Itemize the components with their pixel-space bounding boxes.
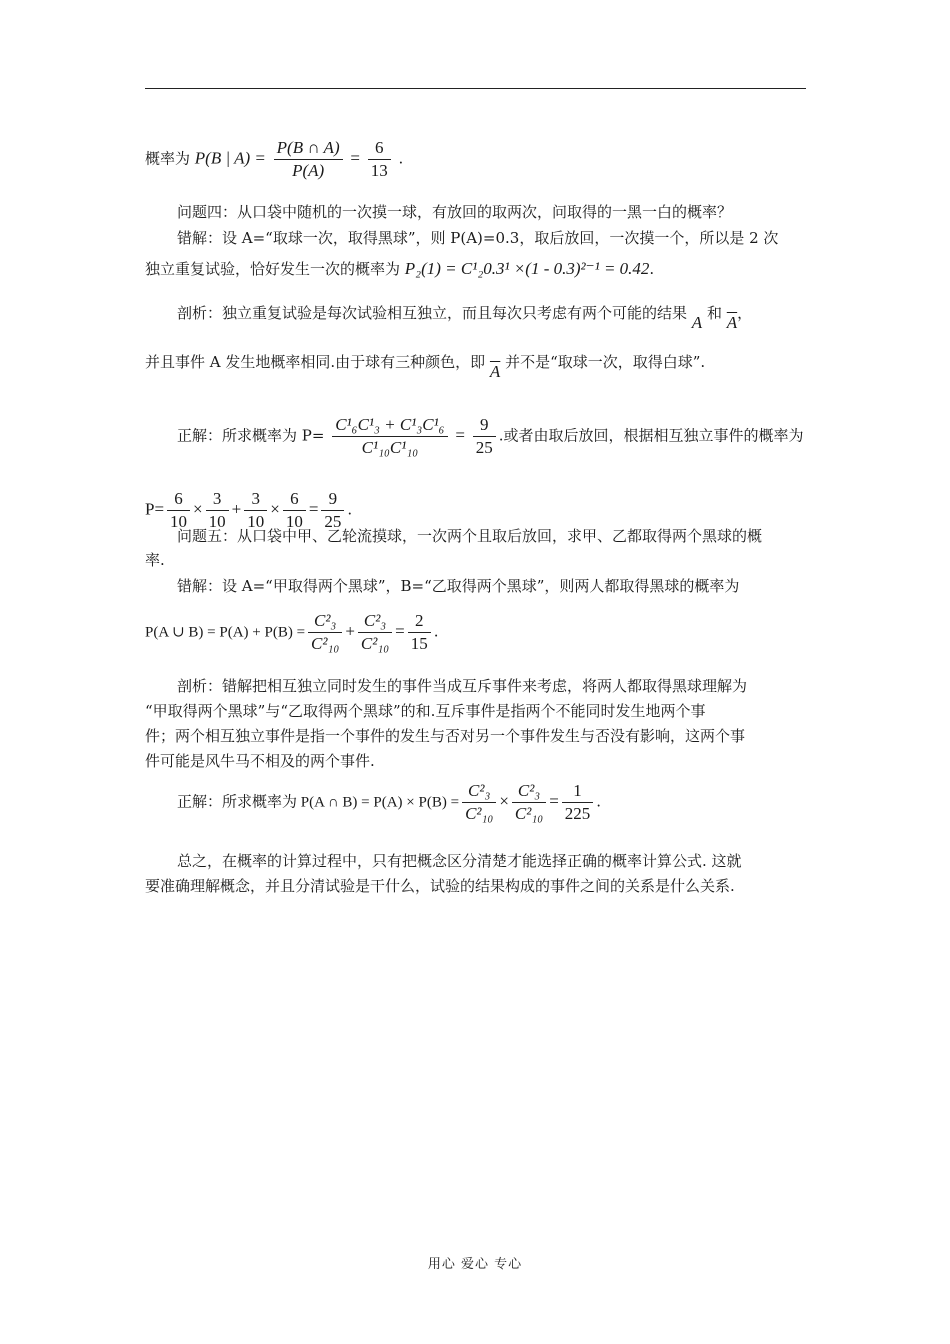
equals-sign: = bbox=[350, 148, 360, 168]
q4-title: 问题四：从口袋中随机的一次摸一球，有放回的取两次，问取得的一黑一白的概率？ bbox=[177, 203, 733, 221]
fraction-numerator: P(B ∩ A) bbox=[274, 137, 343, 160]
q4-wrong-line-1: 错解：设 A=“取球一次，取得黑球”，则 P(A)=0.3，取后放回，一次摸一个，所以是 2 次 bbox=[177, 229, 779, 247]
fraction-numerator: 9 bbox=[321, 488, 344, 511]
q5-wrong-formula bbox=[145, 610, 806, 655]
fraction-numerator: 2 bbox=[408, 610, 431, 633]
event-a-complement: $\overline{A}$ bbox=[726, 313, 738, 332]
times-sign: × bbox=[270, 499, 280, 519]
fraction bbox=[358, 610, 392, 655]
fraction-denominator: P(A) bbox=[292, 161, 325, 180]
event-a-complement: $\overline{A}$ bbox=[489, 362, 501, 381]
fraction-numerator: C²₃ bbox=[462, 780, 496, 803]
fraction-result bbox=[408, 610, 431, 655]
text: 正解：所求概率为 P= bbox=[177, 426, 325, 445]
fraction-denominator: 25 bbox=[475, 438, 493, 457]
fraction-denominator: C²₁₀ bbox=[311, 634, 340, 653]
page-footer: 用心 爱心 专心 bbox=[427, 1257, 523, 1272]
fraction-numerator: 6 bbox=[167, 488, 190, 511]
fraction-denominator: 13 bbox=[370, 161, 388, 180]
punctuation: . bbox=[649, 260, 655, 278]
punctuation: . bbox=[347, 500, 353, 519]
q5-right-formula bbox=[145, 780, 838, 825]
fraction-denominator: 225 bbox=[564, 804, 591, 823]
fraction bbox=[274, 137, 343, 182]
q5-title-line-2: 率. bbox=[145, 551, 165, 569]
q5-analysis-line-4: 件可能是风牛马不相及的两个事件. bbox=[145, 752, 375, 770]
fraction-denominator: 15 bbox=[410, 634, 428, 653]
fraction bbox=[332, 414, 447, 459]
fraction-numerator: C¹₆C¹₃ + C¹₃C¹₆ bbox=[332, 414, 447, 437]
plus-sign: + bbox=[231, 499, 242, 519]
q5-analysis-line-1: 剖析：错解把相互独立同时发生的事件当成互斥事件来考虑，将两人都取得黑球理解为 bbox=[177, 677, 748, 695]
fraction-denominator: C¹₁₀C¹₁₀ bbox=[361, 438, 419, 457]
q4-analysis-line-2 bbox=[145, 352, 806, 381]
equals-sign: = bbox=[308, 499, 319, 519]
text: 并且事件 A 发生地概率相同.由于球有三种颜色，即 bbox=[145, 353, 486, 371]
fraction-numerator: 6 bbox=[283, 488, 306, 511]
formula-lhs: P(A ∪ B) = P(A) + P(B) = bbox=[145, 624, 306, 641]
fraction-denominator: 10 bbox=[170, 512, 188, 531]
equals-sign: = bbox=[549, 791, 559, 811]
header-rule bbox=[145, 88, 806, 89]
punctuation: ， bbox=[737, 304, 753, 322]
punctuation: . bbox=[596, 792, 602, 811]
fraction-numerator: C²₃ bbox=[308, 610, 342, 633]
plus-sign: + bbox=[345, 621, 355, 641]
q4-analysis-line-1 bbox=[145, 303, 838, 332]
text: .或者由取后放回，根据相互独立事件的概率为 bbox=[498, 426, 804, 445]
fraction-denominator: 10 bbox=[247, 512, 265, 531]
fraction-numerator: 1 bbox=[562, 780, 594, 803]
fraction bbox=[462, 780, 496, 825]
fraction-denominator: 10 bbox=[208, 512, 226, 531]
q5-analysis-line-2: “甲取得两个黑球”与“乙取得两个黑球”的和.互斥事件是指两个不能同时发生地两个事 bbox=[145, 702, 706, 720]
fraction-denominator: 10 bbox=[285, 512, 303, 531]
q4-wrong-line-2 bbox=[145, 259, 806, 279]
text: P= bbox=[145, 499, 165, 519]
fraction-result bbox=[562, 780, 594, 825]
fraction-denominator: C²₁₀ bbox=[360, 634, 390, 653]
text: 正解：所求概率为 P(A ∩ B) = P(A) × P(B) = bbox=[177, 794, 460, 811]
fraction-numerator: 9 bbox=[473, 414, 496, 437]
times-sign: × bbox=[193, 499, 203, 519]
text: 并不是“取球一次，取得白球”. bbox=[505, 353, 706, 371]
fraction-numerator: C²₃ bbox=[358, 610, 392, 633]
summary-line-1: 总之，在概率的计算过程中，只有把概念区分清楚才能选择正确的概率计算公式. 这就 bbox=[177, 852, 742, 870]
fraction bbox=[308, 610, 342, 655]
punctuation: . bbox=[398, 149, 404, 168]
equals-sign: = bbox=[395, 621, 405, 641]
q5-title-line-1: 问题五：从口袋中甲、乙轮流摸球，一次两个且取后放回，求甲、乙都取得两个黑球的概 bbox=[177, 527, 763, 545]
text: 和 bbox=[706, 304, 722, 322]
text: 剖析：独立重复试验是每次试验相互独立，而且每次只考虑有两个可能的结果 bbox=[177, 304, 688, 322]
fraction-numerator: 6 bbox=[368, 137, 391, 160]
fraction-denominator: C²₁₀ bbox=[514, 804, 544, 823]
binomial-formula: P₂(1) = C¹₂0.3¹ ×(1 - 0.3)²⁻¹ = 0.42 bbox=[404, 259, 650, 278]
q5-analysis-line-3: 件；两个相互独立事件是指一个事件的发生与否对另一个事件发生与否没有影响，这两个事 bbox=[145, 727, 746, 745]
text-prefix: 概率为 bbox=[145, 149, 191, 168]
formula-line-1 bbox=[145, 137, 806, 182]
fraction-result bbox=[368, 137, 391, 182]
q5-wrong-line: 错解：设 A=“甲取得两个黑球”，B=“乙取得两个黑球”，则两人都取得黑球的概率为 bbox=[177, 577, 740, 595]
punctuation: . bbox=[433, 622, 439, 641]
formula-lhs: P(B | A) = bbox=[194, 148, 266, 168]
fraction-numerator: 3 bbox=[244, 488, 267, 511]
times-sign: × bbox=[499, 791, 509, 811]
q4-right-line-1 bbox=[145, 414, 838, 459]
text: 独立重复试验，恰好发生一次的概率为 bbox=[145, 260, 401, 278]
fraction-denominator: C²₁₀ bbox=[465, 804, 494, 823]
fraction-numerator: 3 bbox=[206, 488, 229, 511]
fraction bbox=[512, 780, 546, 825]
fraction-denominator: 25 bbox=[324, 512, 342, 531]
event-a: A bbox=[691, 313, 703, 332]
fraction-result bbox=[473, 414, 496, 459]
equals-sign: = bbox=[455, 425, 465, 445]
fraction-numerator: C²₃ bbox=[512, 780, 546, 803]
summary-line-2: 要准确理解概念，并且分清试验是干什么，试验的结果构成的事件之间的关系是什么关系. bbox=[145, 877, 735, 895]
